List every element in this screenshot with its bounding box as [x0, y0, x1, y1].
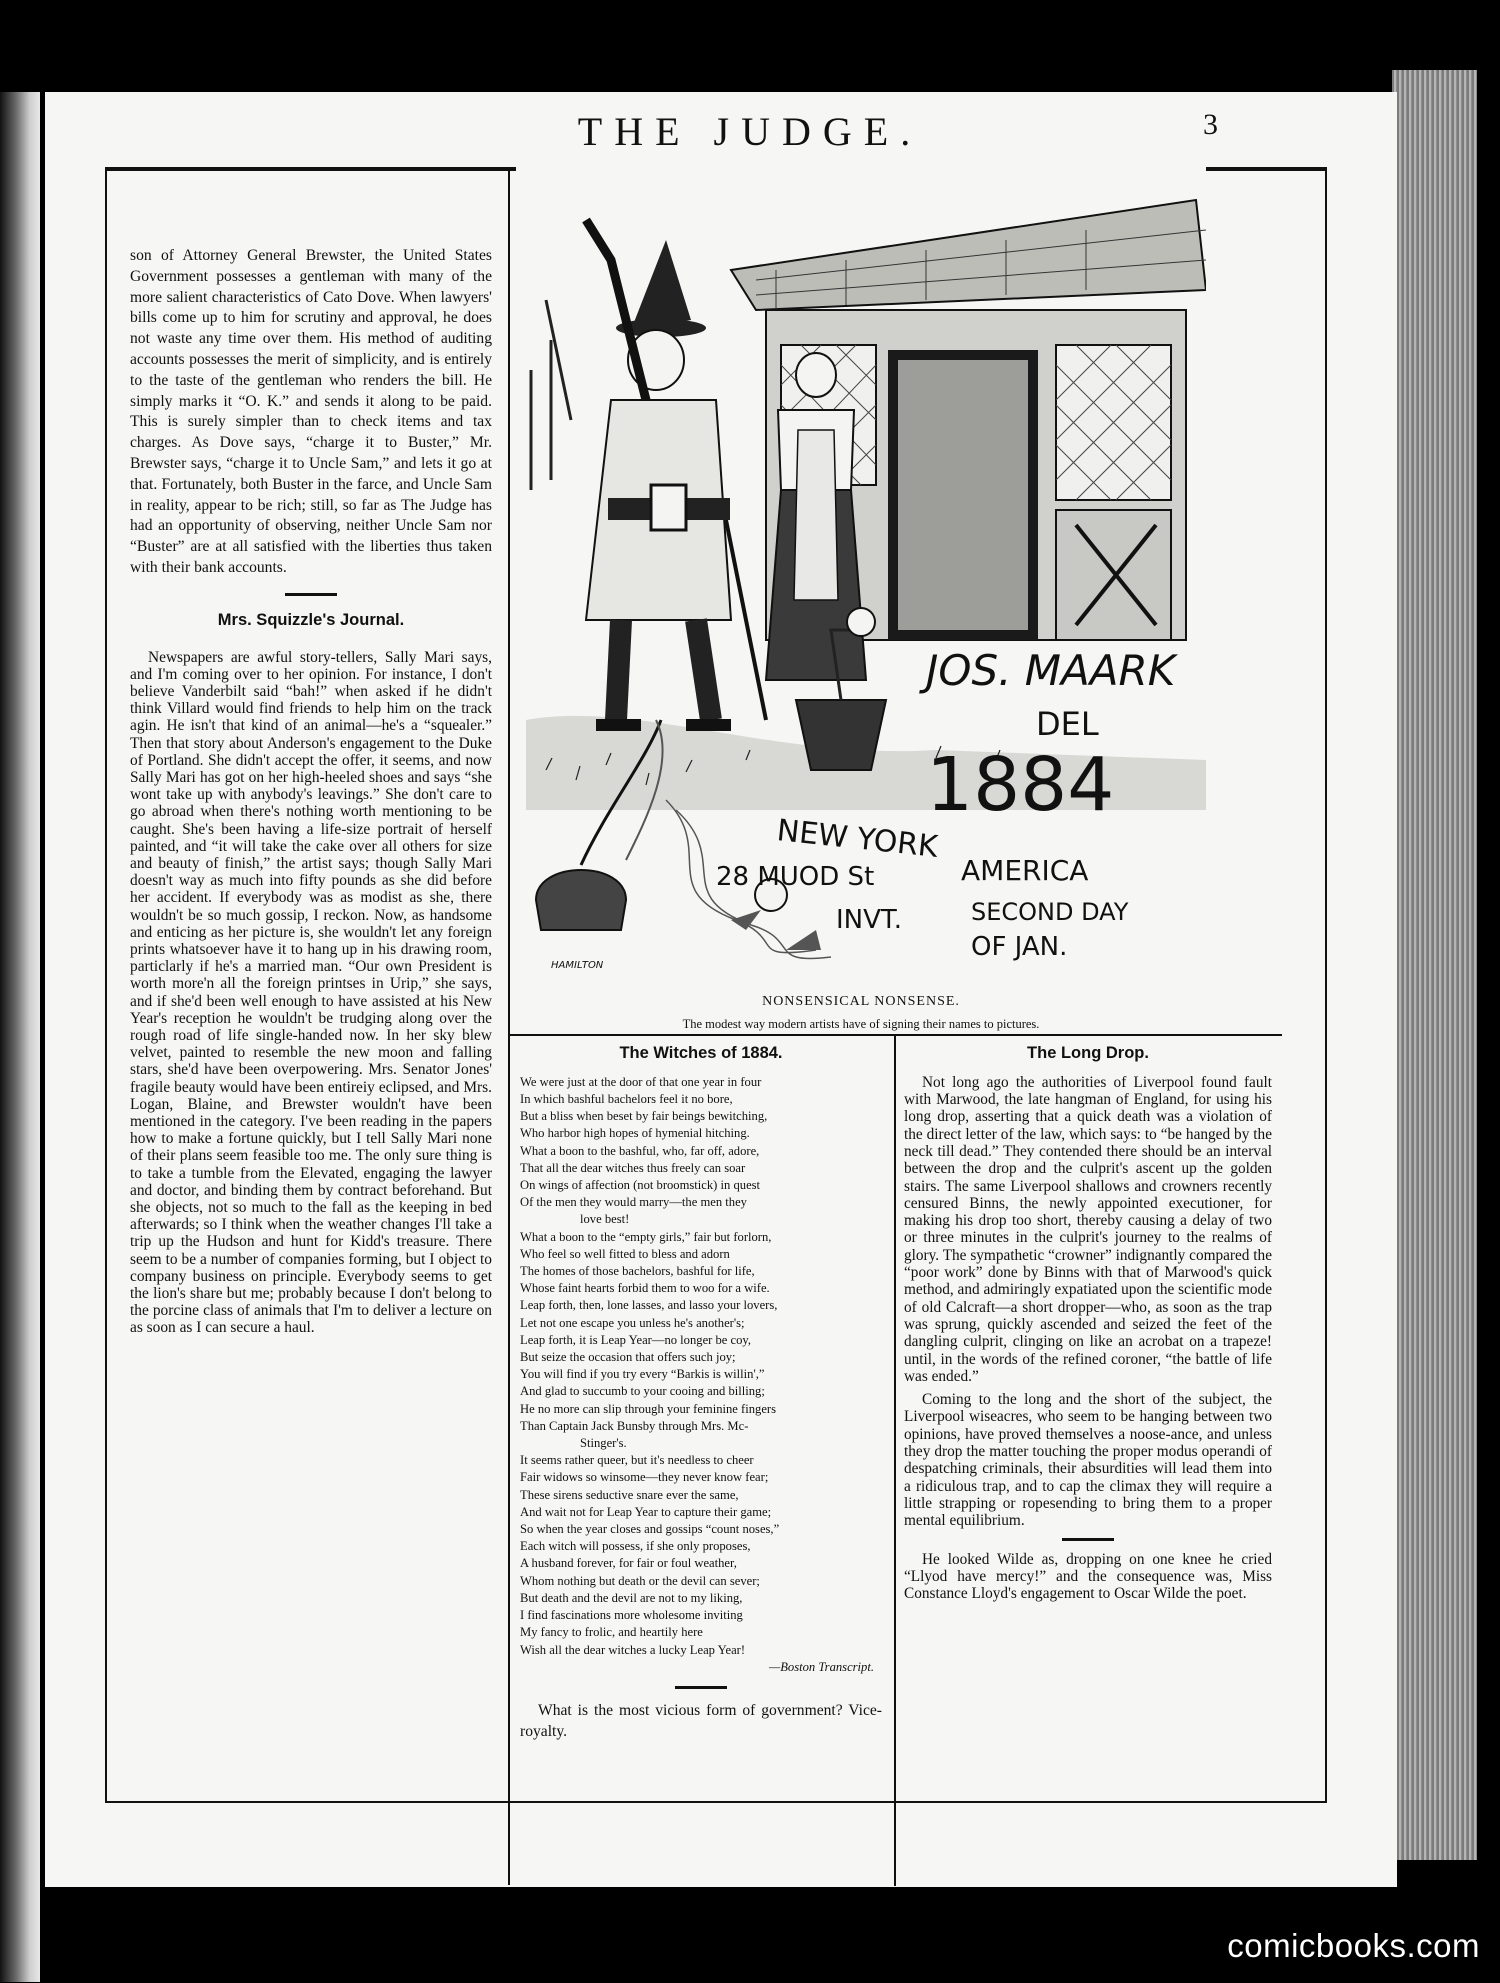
signature-street: 28 MUOD St [716, 862, 875, 892]
signature-year: 1884 [926, 742, 1115, 828]
column-rule-left [508, 169, 510, 1885]
poem-line: But a bliss when beset by fair beings bewitching, [520, 1109, 768, 1124]
wilde-paragraph: He looked Wilde as, dropping on one knee he cried “Llyod have mercy!” and the consequence was, Miss Constance Lloyd's engagement to Oscar Wilde the poet. [904, 1550, 1272, 1603]
poem-line: A husband forever, for fair or foul weather, [520, 1556, 737, 1571]
long-drop-paragraph-2: Coming to the long and the short of the subject, the Liverpool wiseacres, who seem to be hanging between two opinions, have proved themselves a noose-ance, and unless they drop the matter touching the proper modus operandi of despatching criminals, their absurdities will lead them into a ridiculous trap, and to cap the climax they will require a little strapping or ropesending to bring them to a proper mental equilibrium. [904, 1391, 1272, 1530]
poem-line: Stinger's. [580, 1436, 627, 1451]
journal-title: Mrs. Squizzle's Journal. [217, 610, 405, 629]
cartoon-illustration [516, 160, 1206, 975]
section-separator [285, 593, 337, 596]
poem-line: Leap forth, then, lone lasses, and lasso your lovers, [520, 1298, 778, 1313]
watermark: comicbooks.com [1227, 1927, 1480, 1964]
poem-line: Each witch will possess, if she only proposes, [520, 1539, 751, 1554]
poem-line: Leap forth, it is Leap Year—no longer be coy, [520, 1332, 752, 1347]
poem-line: We were just at the door of that one year in four [520, 1074, 762, 1089]
poem-line: He no more can slip through your feminine fingers [520, 1401, 777, 1416]
poem-line: What a boon to the “empty girls,” fair but forlorn, [520, 1229, 772, 1244]
left-column [130, 246, 492, 1343]
poem-line: On wings of affection (not broomstick) in quest [520, 1178, 761, 1193]
brewster-paragraph: son of Attorney General Brewster, the United States Government possesses a gentleman with many of the more salient characteristics of Cato Dove. When lawyers' bills come up to him for scrutiny and approval, he does not waste any time over them. His method of auditing accounts possesses the merit of simplicity, and is entirely to the taste of the gentleman who renders the bill. He simply marks it “O. K.” and sends it along to be paid. This is surely simpler than to check items and tax charges. As Dove says, “charge it to Buster,” Mr. Brewster says, “charge it to Uncle Sam,” and lets it go at that. Fortunately, both Buster in the farce, and Uncle Sam in reality, appear to be rich; still, so far as The Judge has had an opportunity of observing, neither Uncle Sam nor “Buster” are at all satisfied with the liberties thus taken with their bank accounts. [130, 247, 492, 576]
illustration-caption-text: The modest way modern artists have of signing their names to pictures. [682, 1017, 1040, 1031]
poem-line: I find fascinations more wholesome inviting [520, 1608, 743, 1623]
poem-line: The homes of those bachelors, bashful for life, [520, 1264, 755, 1279]
poem-line: Who feel so well fitted to bless and adorn [520, 1246, 730, 1261]
poem-line: But death and the devil are not to my liking, [520, 1590, 743, 1605]
cartoon-drawing [516, 160, 1206, 975]
poem-line: Wish all the dear witches a lucky Leap Year! [520, 1642, 746, 1657]
poem-line: Of the men they would marry—the men they [520, 1195, 747, 1210]
poem-line: love best! [580, 1212, 630, 1227]
poem-line: Whom nothing but death or the devil can sever; [520, 1573, 760, 1588]
signature-name: JOS. MAARK [926, 646, 1176, 695]
poem-line: But seize the occasion that offers such joy; [520, 1350, 736, 1365]
poem-line: You will find if you try every “Barkis is willin',” [520, 1367, 765, 1382]
masthead-title: THE JUDGE. [577, 109, 923, 154]
scan-book-edge [1392, 70, 1477, 1860]
poem-line: My fancy to frolic, and heartily here [520, 1625, 703, 1640]
journal-text: Newspapers are awful story-tellers, Sally Mari says, and I'm coming over to her opinion. For instance, I don't believe Vanderbilt said “bah!” when asked if he didn't think Villard would find friends to help him on the track agin. He isn't that kind of an animal—he's a “squealer.” Then that story about Anderson's engagement to the Duke of Portland. She didn't accept the offer, it seems, and now Sally Mari has got on her high-heeled shoes and says “she wont take up with anybody's leavings.” She don't care to go abroad when there's nothing worth mentioning to be caught. She's been having a life-size portrait of herself painted, and “it will take the cake over all others for size and beauty of finish,” the artist says; though Sally Mari doesn't way as much into fifty pounds as she did before her accident. If everybody was as modist as she, there wouldn't be so much gossip, I reckon. Now, as handsome and enticing as her picture is, she wouldn't let any foreign prints whatsoever have it to hang up in his drawing room, particlarly if he's a married man. “Our own President is worth more'n all the foreign printses in Urip,” she says, and if she'd been well enough to have assisted at his New Year's reception he wouldn't be trudging along over the rough road of life single-handed now. In her sky blew velvet, painted to resemble the new moon and falling stars, she'd have been overpowering. Mrs. Senator Jones' fragile beauty would have been entireiy eclipsed, and Mrs. Logan, Blaine, and Brewster wouldn't have been mentioned in the category. I've been reading in the papers how to make a fortune quickly, but I tell Sally Mari none of their plans seem feasible too me. The only sure thing is to take a tumble from the Elevated, engaging the lawyer and doctor, and binding them by contract beforehand. But she objects, not so much to the fall as the keeping in bed afterwards; so I think when the weather changes I'll take a trip up the Hudson and hunt for Kidd's treasure. There seem to be a number of companies forming, but I object to company business on principle. Everybody seems to get the lion's share but me; probably because I don't belong to the porcine class of animals that I'm to deliver a lecture on as soon as I can secure a haul. [130, 648, 492, 1337]
middle-column [520, 1043, 882, 1749]
poem-title: The Witches of 1884. [619, 1044, 783, 1062]
poem-line: It seems rather queer, but it's needless to cheer [520, 1453, 754, 1468]
signature-month: OF JAN. [971, 932, 1068, 962]
column-rule-right [894, 1036, 896, 1886]
poem [520, 1074, 882, 1676]
illustration-caption-title: NONSENSICAL NONSENSE. [762, 994, 960, 1009]
right-column [904, 1043, 1272, 1608]
long-drop-title: The Long Drop. [1027, 1044, 1149, 1062]
scan-left-page-edge [0, 92, 40, 1982]
poem-line: These sirens seductive snare ever the same, [520, 1487, 739, 1502]
poem-line: So when the year closes and gossips “count noses,” [520, 1522, 780, 1537]
signature-del: DEL [1036, 705, 1099, 743]
section-separator [1062, 1538, 1114, 1541]
signature-city: NEW YORK [775, 813, 940, 865]
vice-royalty-joke: What is the most vicious form of government? Vice-royalty. [520, 1701, 882, 1740]
section-separator [675, 1686, 727, 1689]
signature-invt: INVT. [836, 905, 902, 935]
poem-line: And wait not for Leap Year to capture their game; [520, 1504, 772, 1519]
poem-line: Fair widows so winsome—they never know fear; [520, 1470, 769, 1485]
poem-line: Than Captain Jack Bunsby through Mrs. Mc- [520, 1418, 749, 1433]
poem-line: That all the dear witches thus freely can soar [520, 1160, 746, 1175]
signature-day: SECOND DAY [971, 898, 1129, 926]
poem-line: In which bashful bachelors feel it no bore, [520, 1092, 733, 1106]
illustration-rule [510, 1034, 1282, 1036]
poem-attribution: —Boston Transcript. [769, 1659, 874, 1674]
poem-line: Let not one escape you unless he's another's; [520, 1315, 745, 1330]
poem-line: Whose faint hearts forbid them to woo for a wife. [520, 1281, 770, 1296]
poem-line: What a boon to the bashful, who, far off, adore, [520, 1143, 760, 1158]
artist-mark: HAMILTON [551, 960, 604, 971]
signature-country: AMERICA [961, 854, 1089, 887]
long-drop-paragraph-1: Not long ago the authorities of Liverpool found fault with Marwood, the late hangman of England, for using his long drop, asserting that a quick death was a violation of the direct letter of the law, which says: to “be hanged by the neck till dead.” They contended there should be an interval between the drop and the culprit's ascent up the golden stairs. The same Liverpool shallows and crowners recently censured Binns, the newly appointed executioner, for making his drop too short, thereby causing a delay of two or three minutes in the culprit's journey to the realms of glory. The sympathetic “crowner” indignantly compared the “poor work” done by Binns with that of Marwood's quick method, and admiringly expatiated upon the scientific mode of old Calcraft—a short dropper—who, as soon as the trap was sprung, quickly ascended and seized the feet of the dangling culprit, clinging on like an acrobat on a trapeze! until, in the words of the refined coroner, “the battle of life was ended.” [904, 1073, 1272, 1385]
page-number: 3 [1203, 108, 1218, 141]
poem-line: And glad to succumb to your cooing and billing; [520, 1384, 765, 1399]
poem-line: Who harbor high hopes of hymenial hitching. [520, 1126, 750, 1141]
